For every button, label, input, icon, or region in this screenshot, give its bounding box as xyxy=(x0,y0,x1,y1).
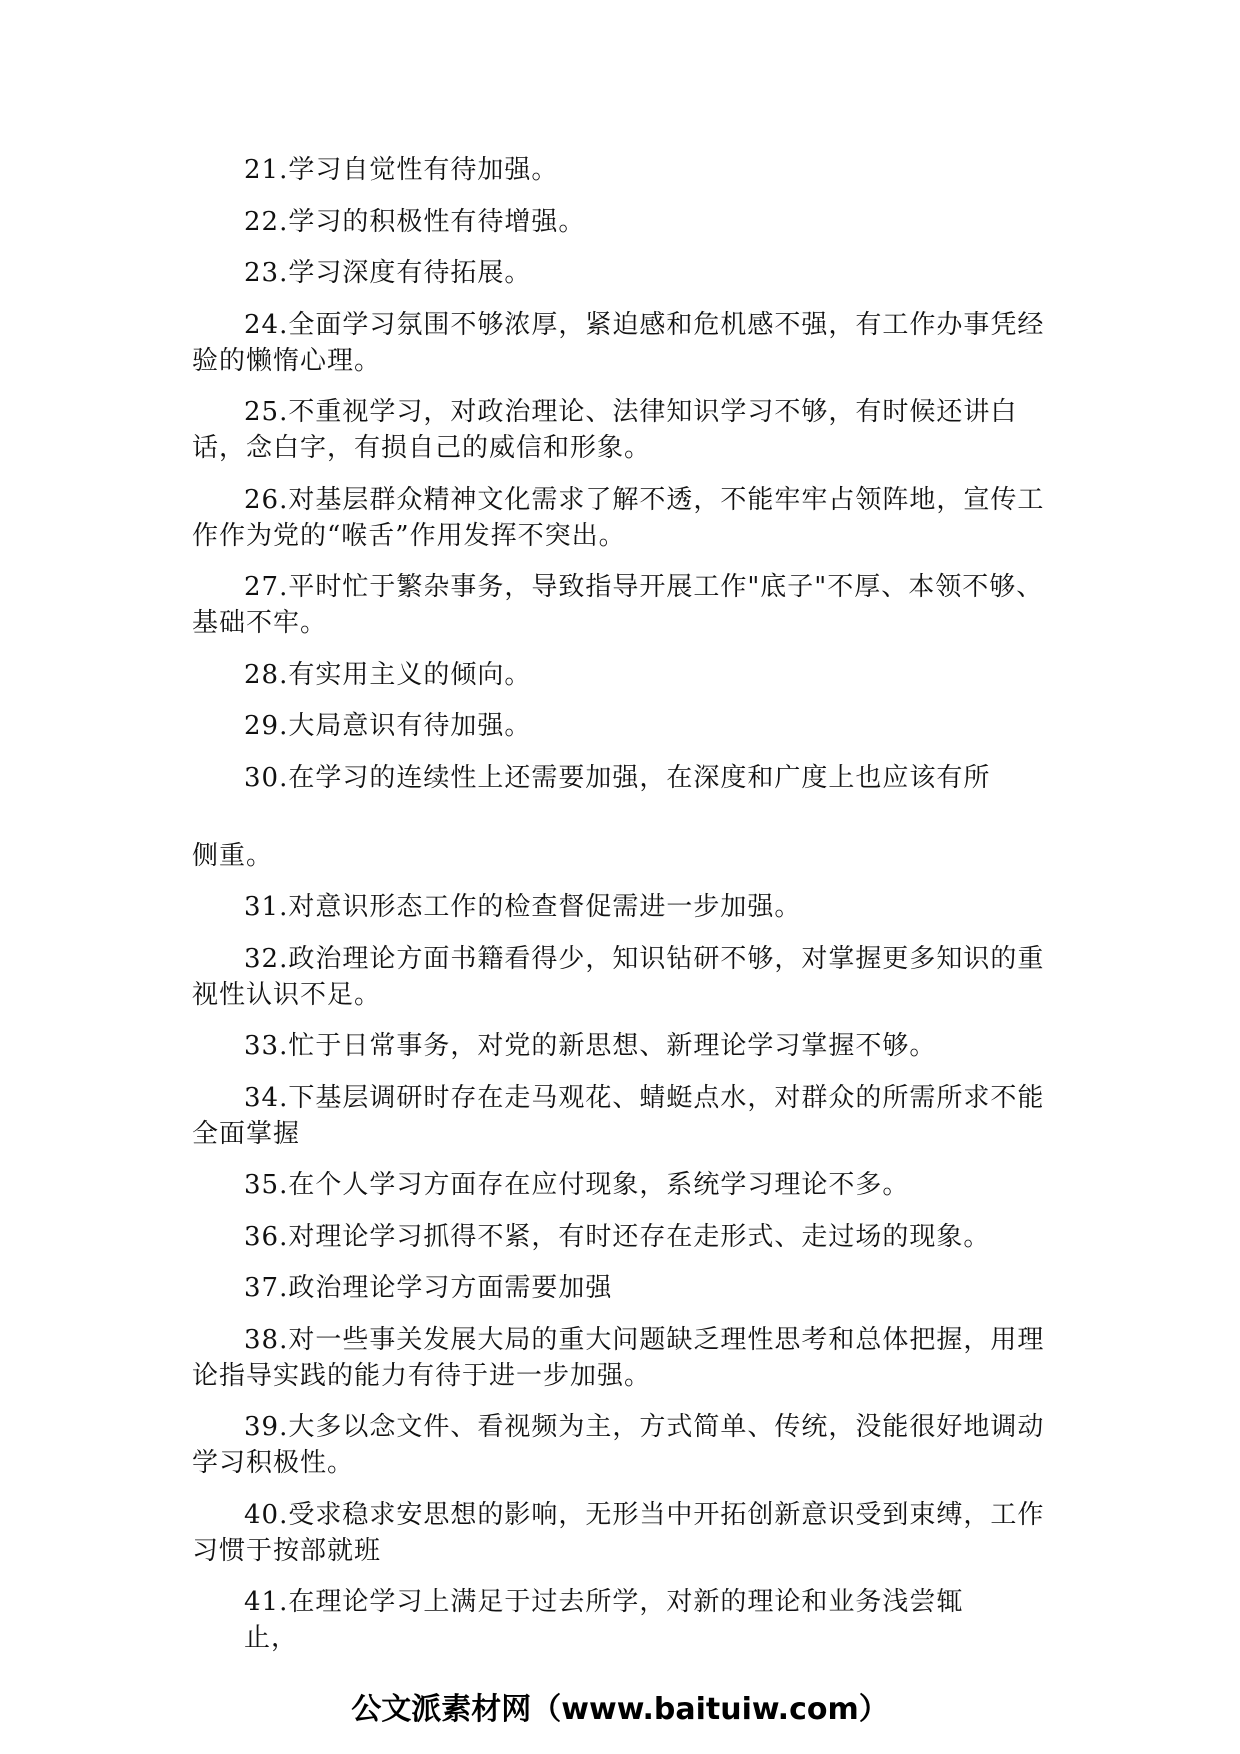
list-item-continuation: 侧重。 xyxy=(192,840,274,871)
list-item: 35.在个人学习方面存在应付现象，系统学习理论不多。 xyxy=(244,1170,910,1200)
list-item: 32.政治理论方面书籍看得少，知识钻研不够，对掌握更多知识的重视性认识不足。 xyxy=(192,943,1045,1010)
list-item: 37.政治理论学习方面需要加强 xyxy=(244,1273,613,1303)
list-item: 36.对理论学习抓得不紧，有时还存在走形式、走过场的现象。 xyxy=(244,1221,991,1252)
list-item: 23.学习深度有待拓展。 xyxy=(244,258,532,288)
footer-watermark: 公文派素材网（www.baituiw.com） xyxy=(351,1692,889,1727)
list-item: 30.在学习的连续性上还需要加强，在深度和广度上也应该有所 xyxy=(244,762,991,793)
list-item: 40.受求稳求安思想的影响，无形当中开拓创新意识受到束缚，工作习惯于按部就班 xyxy=(192,1499,1045,1566)
list-item: 31.对意识形态工作的检查督促需进一步加强。 xyxy=(244,892,802,922)
list-item: 29.大局意识有待加强。 xyxy=(244,711,532,741)
list-item: 22.学习的积极性有待增强。 xyxy=(244,206,586,237)
list-item: 34.下基层调研时存在走马观花、蜻蜓点水，对群众的所需所求不能全面掌握 xyxy=(192,1082,1045,1149)
list-item: 27.平时忙于繁杂事务，导致指导开展工作"底子"不厚、本领不够、基础不牢。 xyxy=(192,572,1044,638)
list-item: 38.对一些事关发展大局的重大问题缺乏理性思考和总体把握，用理论指导实践的能力有待于进一步加强。 xyxy=(192,1324,1045,1391)
issue-list xyxy=(192,152,1052,1672)
list-item: 26.对基层群众精神文化需求了解不透，不能牢牢占领阵地，宣传工作作为党的“喉舌”作用发挥不突出。 xyxy=(192,484,1045,551)
list-item: 33.忙于日常事务，对党的新思想、新理论学习掌握不够。 xyxy=(244,1031,937,1061)
list-item: 21.学习自觉性有待加强。 xyxy=(244,155,559,185)
list-item: 25.不重视学习，对政治理论、法律知识学习不够，有时候还讲白话，念白字，有损自己的威信和形象。 xyxy=(192,397,1018,463)
list-item: 28.有实用主义的倾向。 xyxy=(244,659,532,690)
list-item: 39.大多以念文件、看视频为主，方式简单、传统，没能很好地调动学习积极性。 xyxy=(192,1412,1045,1478)
list-item: 41.在理论学习上满足于过去所学，对新的理论和业务浅尝辄止， xyxy=(244,1587,964,1653)
list-item: 24.全面学习氛围不够浓厚，紧迫感和危机感不强，有工作办事凭经验的懒惰心理。 xyxy=(192,309,1045,376)
